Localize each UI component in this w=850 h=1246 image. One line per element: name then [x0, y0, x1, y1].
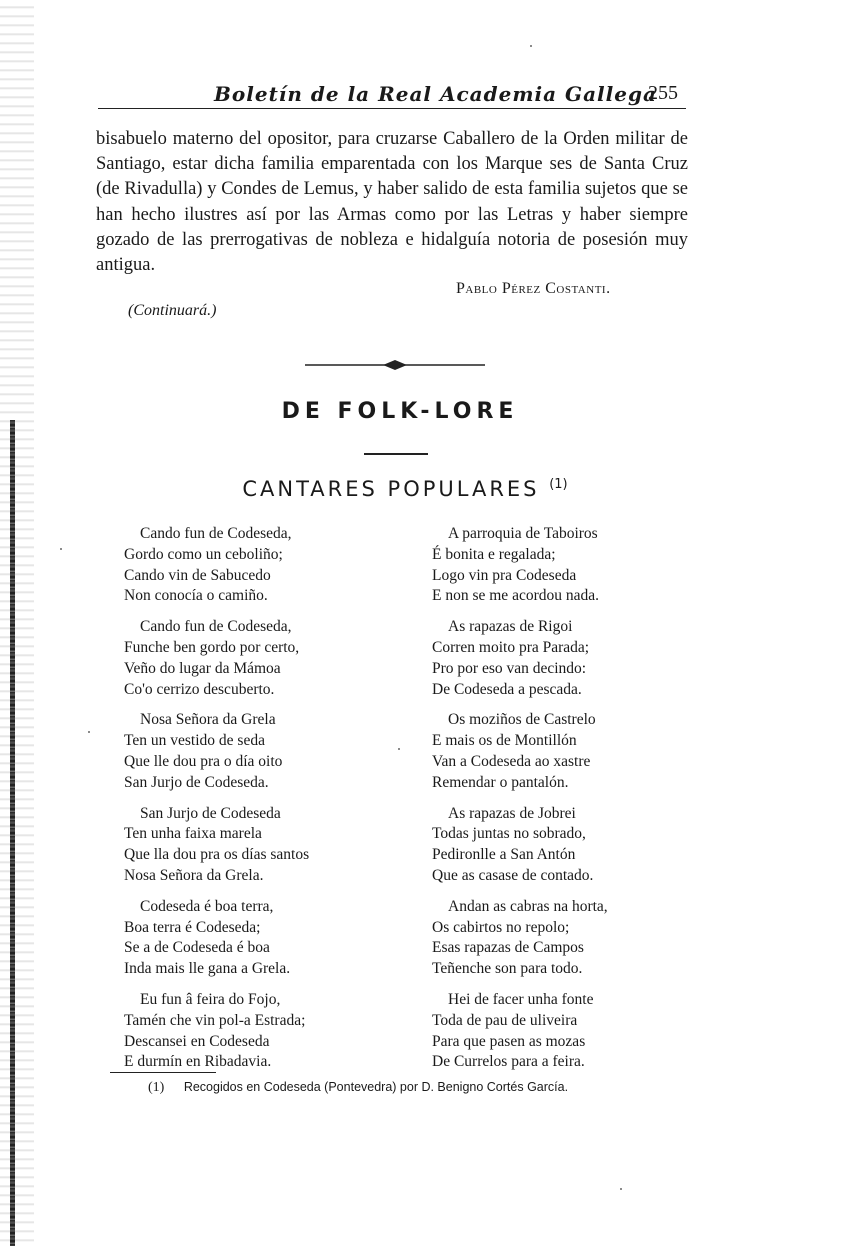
verse-line: Os moziños de Castrelo — [448, 711, 596, 729]
stanza — [432, 990, 732, 1073]
section-title: DE FOLK-LORE — [281, 399, 519, 424]
title-rule — [364, 453, 428, 455]
verse-line: Corren moito pra Parada; — [432, 638, 590, 656]
verse-line: Codeseda é boa terra, — [140, 897, 274, 915]
verse-line: San Jurjo de Codeseda. — [124, 773, 269, 791]
verse-line: E mais os de Montillón — [432, 732, 577, 750]
stanza — [432, 710, 732, 793]
verse-line: De Codeseda a pescada. — [432, 680, 582, 698]
stanza — [124, 710, 424, 793]
verse-line: Que as casase de contado. — [432, 866, 594, 884]
verse-line: Pro por eso van decindo: — [432, 659, 587, 677]
binding-edge — [0, 0, 34, 1246]
verse-line: Pedironlle a San Antón — [432, 846, 576, 864]
verse-line: Eu fun â feira do Fojo, — [140, 990, 281, 1008]
verse-line: Cando fun de Codeseda, — [140, 618, 292, 636]
verse-line: Esas rapazas de Campos — [432, 939, 584, 957]
verse-line: E non se me acordou nada. — [432, 587, 599, 605]
footnote — [148, 1080, 568, 1096]
verse-line: Funche ben gordo por certo, — [124, 638, 300, 656]
verse-line: Os cabirtos no repolo; — [432, 918, 570, 936]
scan-speck — [530, 45, 532, 47]
binding-shadow — [10, 420, 15, 1246]
stanza — [124, 804, 424, 887]
verse-line: De Currelos para a feira. — [432, 1053, 585, 1071]
stanza — [432, 897, 732, 980]
verse-line: Ten unha faixa marela — [124, 825, 262, 843]
verse-line: Remendar o pantalón. — [432, 773, 569, 791]
verse-line: Gordo como un ceboliño; — [124, 545, 283, 563]
journal-title: Boletín de la Real Academia Gallega — [214, 82, 657, 106]
scan-speck — [620, 1188, 622, 1190]
stanza — [124, 990, 424, 1073]
verse-line: Andan as cabras na horta, — [448, 897, 608, 915]
verse-line: As rapazas de Rigoi — [448, 618, 573, 636]
poem-right-column — [432, 524, 732, 1083]
verse-line: Se a de Codeseda é boa — [124, 939, 270, 957]
stanza — [124, 617, 424, 700]
verse-line: Tamén che vin pol-a Estrada; — [124, 1011, 306, 1029]
verse-line: Logo vin pra Codeseda — [432, 566, 577, 584]
verse-line: Cando vin de Sabucedo — [124, 566, 271, 584]
stanza — [432, 524, 732, 607]
footnote-rule — [110, 1072, 216, 1073]
scan-speck — [60, 548, 62, 550]
stanza — [124, 524, 424, 607]
verse-line: As rapazas de Jobrei — [448, 804, 576, 822]
verse-line: Que lla dou pra os días santos — [124, 846, 310, 864]
footnote-marker: (1) — [148, 1080, 165, 1095]
scan-speck — [398, 748, 400, 750]
verse-line: Veño do lugar da Mámoa — [124, 659, 281, 677]
article-closing-paragraph: bisabuelo materno del opositor, para cruzarse Caballero de la Orden militar de Santiago, estar dicha familia emparentada con los Marque ses de Santa Cruz (de Rivadulla) y Condes de Lemus, y haber salido de esta familia sujetos que se han hecho ilustres así por las Armas como por las Letras y haber siempre gozado de las prerrogativas de nobleza e hidalguía notoria de posesión muy antigua. — [96, 129, 688, 276]
verse-line: San Jurjo de Codeseda — [140, 804, 281, 822]
running-header — [98, 78, 686, 109]
verse-line: Cando fun de Codeseda, — [140, 525, 292, 542]
verse-line: É bonita e regalada; — [432, 545, 556, 563]
verse-line: Inda mais lle gana a Grela. — [124, 960, 291, 978]
poem-left-column — [124, 524, 424, 1083]
continued-note: (Continuará.) — [128, 302, 217, 319]
verse-line: Van a Codeseda ao xastre — [432, 752, 591, 770]
section-subtitle — [150, 477, 660, 501]
subtitle-text: CANTARES POPULARES — [242, 477, 540, 501]
stanza — [124, 897, 424, 980]
verse-line: A parroquia de Taboiros — [448, 525, 598, 542]
verse-line: Co'o cerrizo descuberto. — [124, 680, 275, 698]
author-signature: Pablo Pérez Costanti. — [456, 280, 611, 297]
verse-line: Non conocía o camiño. — [124, 587, 268, 605]
verse-line: Que lle dou pra o día oito — [124, 752, 283, 770]
footnote-reference: (1) — [549, 477, 568, 492]
verse-line: Boa terra é Codeseda; — [124, 918, 261, 936]
verse-line: Nosa Señora da Grela — [140, 711, 276, 729]
verse-line: Para que pasen as mozas — [432, 1032, 586, 1050]
ornamental-divider — [305, 358, 485, 372]
footnote-text: Recogidos en Codeseda (Pontevedra) por D. Benigno Cortés García. — [183, 1080, 569, 1094]
verse-line: Teñenche son para todo. — [432, 960, 583, 978]
verse-line: Descansei en Codeseda — [124, 1032, 270, 1050]
stanza — [432, 617, 732, 700]
page-number: 255 — [648, 82, 678, 104]
verse-line: Ten un vestido de seda — [124, 732, 265, 750]
verse-line: Hei de facer unha fonte — [448, 990, 594, 1008]
verse-line: E durmín en Ribadavia. — [124, 1053, 272, 1071]
stanza — [432, 804, 732, 887]
scan-speck — [88, 731, 90, 733]
verse-line: Nosa Señora da Grela. — [124, 866, 264, 884]
verse-line: Toda de pau de uliveira — [432, 1011, 578, 1029]
verse-line: Todas juntas no sobrado, — [432, 825, 586, 843]
